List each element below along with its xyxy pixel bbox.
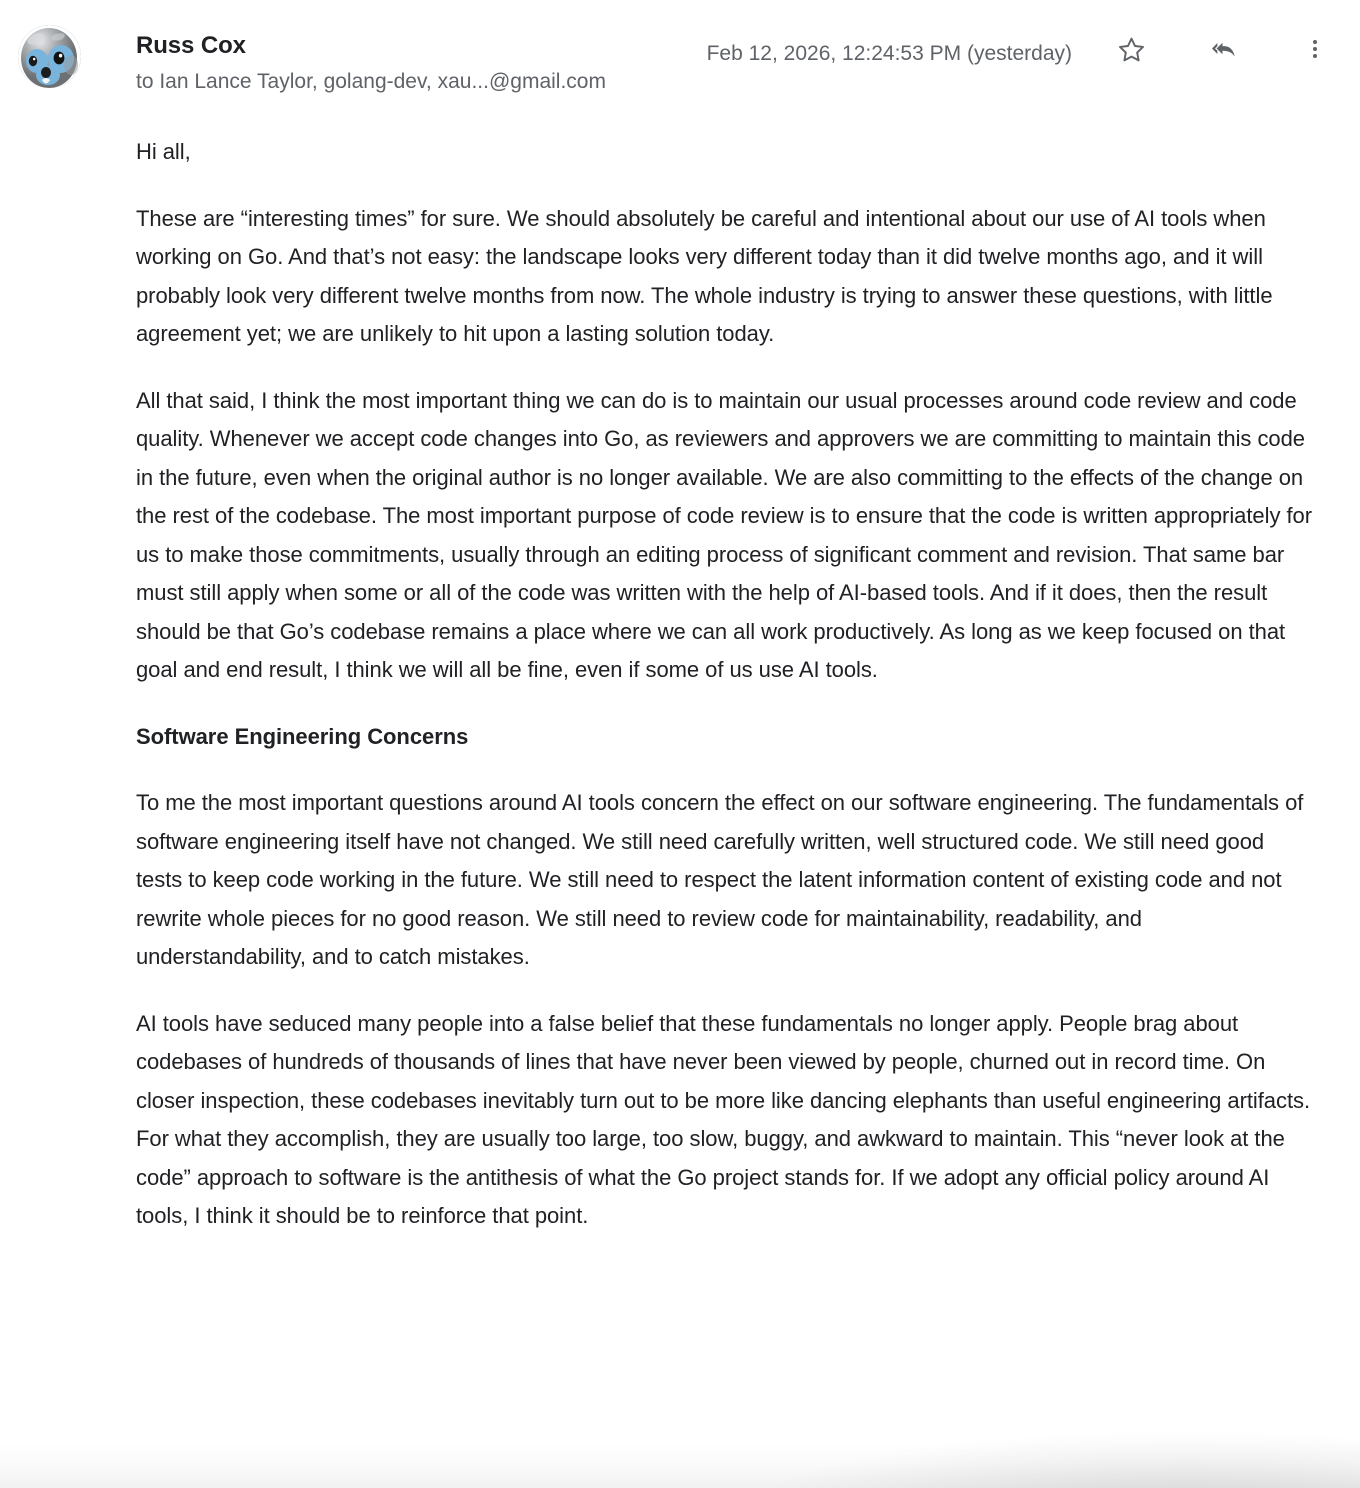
message-body	[136, 133, 1316, 1236]
message-header	[0, 0, 1360, 120]
body-paragraph-2: All that said, I think the most important thing we can do is to maintain our usual processes around code review and code quality. Whenever we accept code changes into Go, as reviewers and approvers we are committing to maintain this code in the future, even when the original author is no longer available. We are also committing to the effects of the change on the rest of the codebase. The most important purpose of code review is to ensure that the code is written appropriately for us to make those commitments, usually through an editing process of significant comment and revision. That same bar must still apply when some or all of the code was written with the help of AI-based tools. And if it does, then the result should be that Go’s codebase remains a place where we can all work productively. As long as we keep focused on that goal and end result, I think we will all be fine, even if some of us use AI tools.	[136, 387, 1312, 682]
avatar-image	[18, 25, 81, 88]
recipient-list[interactable]: to Ian Lance Taylor, golang-dev, xau...@gmail.com	[136, 70, 606, 93]
avatar[interactable]	[18, 25, 81, 88]
more-vertical-glyph	[1303, 37, 1327, 61]
reply-all-glyph	[1208, 34, 1238, 64]
star-icon[interactable]	[1108, 26, 1154, 72]
sender-block	[136, 30, 606, 95]
body-heading-software-engineering-concerns: Software Engineering Concerns	[136, 723, 469, 749]
message-date: Feb 12, 2026, 12:24:53 PM (yesterday)	[706, 42, 1072, 65]
bottom-shadow-corner	[740, 1428, 1360, 1488]
header-actions	[707, 36, 1338, 72]
star-glyph	[1117, 35, 1146, 64]
more-vertical-icon[interactable]	[1292, 26, 1338, 72]
reply-all-icon[interactable]	[1200, 26, 1246, 72]
body-greeting: Hi all,	[136, 139, 191, 164]
bottom-fade-overlay	[0, 1442, 1360, 1488]
body-paragraph-3: To me the most important questions around AI tools concern the effect on our software engineering. The fundamentals of software engineering itself have not changed. We still need carefully written, well structured code. We still need good tests to keep code working in the future. We still need to respect the latent information content of existing code and not rewrite whole pieces for no good reason. We still need to review code for maintainability, readability, and understandability, and to catch mistakes.	[136, 790, 1304, 969]
body-paragraph-1: These are “interesting times” for sure. We should absolutely be careful and intentional about our use of AI tools when working on Go. And that’s not easy: the landscape looks very different today than it did twelve months ago, and it will probably look very different twelve months from now. The whole industry is trying to answer these questions, with little agreement yet; we are unlikely to hit upon a lasting solution today.	[136, 205, 1273, 346]
sender-name[interactable]: Russ Cox	[136, 32, 246, 59]
body-paragraph-4: AI tools have seduced many people into a false belief that these fundamentals no longer apply. People brag about codebases of hundreds of thousands of lines that have never been viewed by people, churned out in record time. On closer inspection, these codebases inevitably turn out to be more like dancing elephants than useful engineering artifacts. For what they accomplish, they are usually too large, too slow, buggy, and awkward to maintain. This “never look at the code” approach to software is the antithesis of what the Go project stands for. If we adopt any official policy around AI tools, I think it should be to reinforce that point.	[136, 1010, 1311, 1228]
